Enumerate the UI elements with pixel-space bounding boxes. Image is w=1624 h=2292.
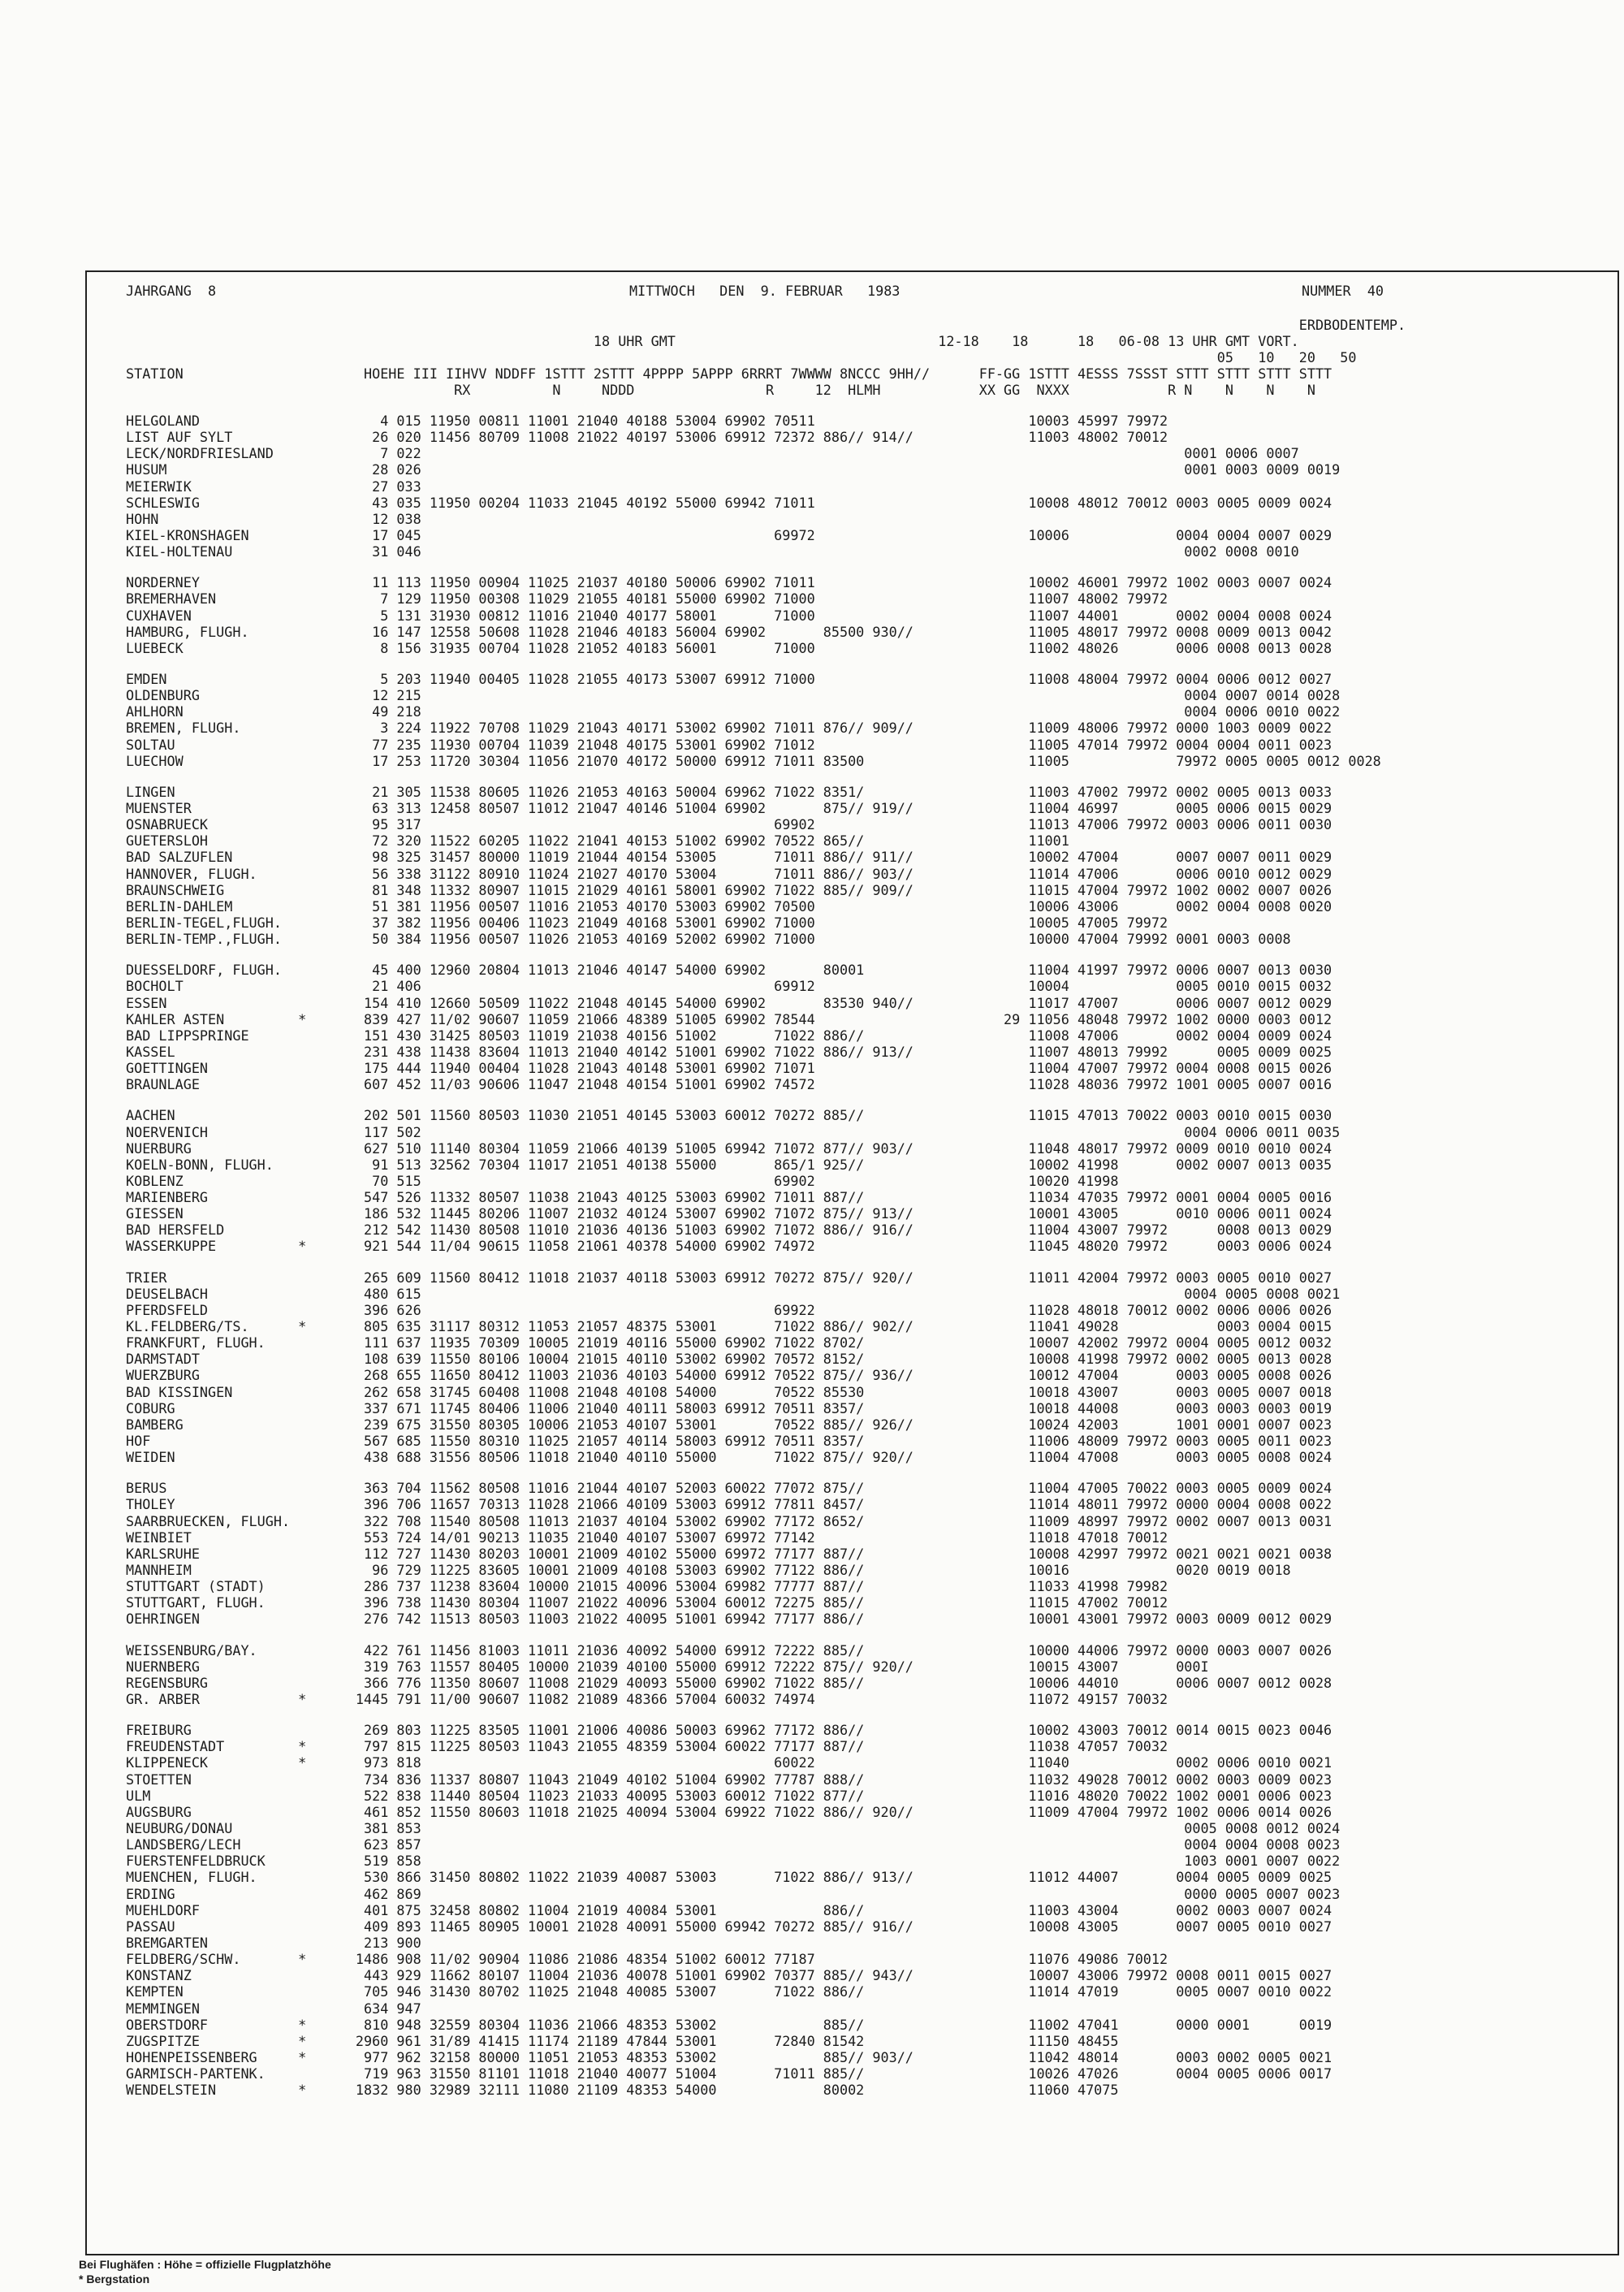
column-header-4: STATION HOEHE III IIHVV NDDFF 1STTT 2STTT 4PPPP 5APPP 6RRRT 7WWWW 8NCCC 9HH// FF-GG 1STTT 4ESSS 7SSST STTT STTT STTT STTT bbox=[126, 365, 1332, 382]
station-row: KIEL-HOLTENAU 31 046 0002 0008 0010 bbox=[126, 543, 1299, 560]
station-row: FELDBERG/SCHW. * 1486 908 11/02 90904 11086 21086 48354 51002 60012 77187 11076 49086 70012 bbox=[126, 1951, 1168, 1967]
station-row: STUTTGART, FLUGH. 396 738 11430 80304 11007 21022 40096 53004 60012 72275 885// 11015 47002 70012 bbox=[126, 1594, 1168, 1611]
station-row: SAARBRUECKEN, FLUGH. 322 708 11540 80508 11013 21037 40104 53002 69902 77172 8652/ 11009 48997 79972 0002 0007 0013 0031 bbox=[126, 1512, 1332, 1529]
station-row: BAMBERG 239 675 31550 80305 10006 21053 40107 53001 70522 885// 926// 10024 42003 1001 0001 0007 0023 bbox=[126, 1416, 1332, 1433]
station-row: BREMERHAVEN 7 129 11950 00308 11029 21055 40181 55000 69902 71000 11007 48002 79972 bbox=[126, 590, 1168, 608]
station-row: HAMBURG, FLUGH. 16 147 12558 50608 11028 21046 40183 56004 69902 85500 930// 11005 48017 79972 0008 0009 0013 0042 bbox=[126, 623, 1332, 640]
station-row: KOBLENZ 70 515 69902 10020 41998 bbox=[126, 1172, 1119, 1189]
station-row: KOELN-BONN, FLUGH. 91 513 32562 70304 11017 21051 40138 55000 865/1 925// 10002 41998 0002 0007 0013 0035 bbox=[126, 1156, 1332, 1173]
station-row: OBERSTDORF * 810 948 32559 80304 11036 21066 48353 53002 885// 11002 47041 0000 0001 0019 bbox=[126, 2016, 1332, 2033]
station-row: GUETERSLOH 72 320 11522 60205 11022 21041 40153 51002 69902 70522 865// 11001 bbox=[126, 832, 1069, 850]
station-row: HOF 567 685 11550 80310 11025 21057 40114 58003 69912 70511 8357/ 11006 48009 79972 0003 0005 0011 0023 bbox=[126, 1433, 1332, 1449]
station-row: CUXHAVEN 5 131 31930 00812 11016 21040 40177 58001 71000 11007 44001 0002 0004 0008 0024 bbox=[126, 607, 1332, 624]
station-row: GOETTINGEN 175 444 11940 00404 11028 21043 40148 53001 69902 71071 11004 47007 79972 0004 0008 0015 0026 bbox=[126, 1060, 1332, 1076]
station-row: HANNOVER, FLUGH. 56 338 31122 80910 11024 21027 40170 53004 71011 886// 903// 11014 47006 0006 0010 0012 0029 bbox=[126, 865, 1332, 882]
station-row: LUECHOW 17 253 11720 30304 11056 21070 40172 50000 69912 71011 83500 11005 79972 0005 0005 0012 0028 bbox=[126, 752, 1381, 769]
issue-date: MITTWOCH DEN 9. FEBRUAR 1983 bbox=[629, 283, 901, 299]
station-row: LINGEN 21 305 11538 80605 11026 21053 40163 50004 69962 71022 8351/ 11003 47002 79972 0002 0005 0013 0033 bbox=[126, 783, 1332, 800]
station-row: AHLHORN 49 218 0004 0006 0010 0022 bbox=[126, 703, 1341, 720]
station-row: MEMMINGEN 634 947 bbox=[126, 2000, 421, 2017]
station-row: NOERVENICH 117 502 0004 0006 0011 0035 bbox=[126, 1123, 1341, 1140]
station-row: NORDERNEY 11 113 11950 00904 11025 21037 40180 50006 69902 71011 10002 46001 79972 1002 0003 0007 0024 bbox=[126, 574, 1332, 591]
station-row: DARMSTADT 108 639 11550 80106 10004 21015 40110 53002 69902 70572 8152/ 10008 41998 79972 0002 0005 0013 0028 bbox=[126, 1351, 1332, 1368]
station-row: MUENCHEN, FLUGH. 530 866 31450 80802 11022 21039 40087 53003 71022 886// 913// 11012 44007 0004 0005 0009 0025 bbox=[126, 1869, 1332, 1886]
station-row: KIEL-KRONSHAGEN 17 045 69972 10006 0004 0004 0007 0029 bbox=[126, 527, 1332, 543]
station-row: SOLTAU 77 235 11930 00704 11039 21048 40175 53001 69902 71012 11005 47014 79972 0004 0004 0011 0023 bbox=[126, 736, 1332, 753]
station-row: FUERSTENFELDBRUCK 519 858 1003 0001 0007 0022 bbox=[126, 1853, 1341, 1870]
station-row: BERLIN-TEGEL,FLUGH. 37 382 11956 00406 11023 21049 40168 53001 69902 71000 10005 47005 79972 bbox=[126, 914, 1168, 931]
station-row: MANNHEIM 96 729 11225 83605 10001 21009 40108 53003 69902 77122 886// 10016 0020 0019 0018 bbox=[126, 1562, 1291, 1578]
station-row: BRAUNLAGE 607 452 11/03 90606 11047 21048 40154 51001 69902 74572 11028 48036 79972 1001 0005 0007 0016 bbox=[126, 1076, 1332, 1093]
station-row: MUEHLDORF 401 875 32458 80802 11004 21019 40084 53001 886// 11003 43004 0002 0003 0007 0024 bbox=[126, 1901, 1332, 1918]
station-row: EMDEN 5 203 11940 00405 11028 21055 40173 53007 69912 71000 11008 48004 79972 0004 0006 0012 0027 bbox=[126, 671, 1332, 687]
station-row: LUEBECK 8 156 31935 00704 11028 21052 40183 56001 71000 11002 48026 0006 0008 0013 0028 bbox=[126, 639, 1332, 656]
station-row: MUENSTER 63 313 12458 80507 11012 21047 40146 51004 69902 875// 919// 11004 46997 0005 0006 0015 0029 bbox=[126, 799, 1332, 816]
station-row: OEHRINGEN 276 742 11513 80503 11003 21022 40095 51001 69942 77177 886// 10001 43001 79972 0003 0009 0012 0029 bbox=[126, 1611, 1332, 1628]
station-row: KEMPTEN 705 946 31430 80702 11025 21048 40085 53007 71022 886// 11014 47019 0005 0007 0010 0022 bbox=[126, 1983, 1332, 2000]
jahrgang: JAHRGANG 8 bbox=[126, 283, 217, 299]
station-row: SCHLESWIG 43 035 11950 00204 11033 21045 40192 55000 69942 71011 10008 48012 70012 0003 0005 0009 0024 bbox=[126, 494, 1332, 511]
station-row: WEISSENBURG/BAY. 422 761 11456 81003 11011 21036 40092 54000 69912 72222 885// 10000 44006 79972 0000 0003 0007 0026 bbox=[126, 1641, 1332, 1658]
column-header-5: RX N NDDD R 12 HLMH XX GG NXXX R N N N N bbox=[126, 382, 1315, 398]
station-row: BAD HERSFELD 212 542 11430 80508 11010 21036 40136 51003 69902 71072 886// 916// 11004 43007 79972 0008 0013 0029 bbox=[126, 1222, 1332, 1239]
station-row: ERDING 462 869 0000 0005 0007 0023 bbox=[126, 1885, 1341, 1902]
station-row: TRIER 265 609 11560 80412 11018 21037 40118 53003 69912 70272 875// 920// 11011 42004 79972 0003 0005 0010 0027 bbox=[126, 1269, 1332, 1286]
column-header-2: 18 UHR GMT 12-18 18 18 06-08 13 UHR GMT VORT. bbox=[126, 333, 1299, 349]
station-row: FREUDENSTADT * 797 815 11225 80503 11043 21055 48359 53004 60022 77177 887// 11038 47057 70032 bbox=[126, 1738, 1168, 1755]
station-row: KARLSRUHE 112 727 11430 80203 10001 21009 40102 55000 69972 77177 887// 10008 42997 79972 0021 0021 0021 0038 bbox=[126, 1545, 1332, 1562]
station-row: OLDENBURG 12 215 0004 0007 0014 0028 bbox=[126, 687, 1341, 704]
station-row: BOCHOLT 21 406 69912 10004 0005 0010 0015 0032 bbox=[126, 978, 1332, 995]
station-row: AUGSBURG 461 852 11550 80603 11018 21025 40094 53004 69922 71022 886// 920// 11009 47004 79972 1002 0006 0014 0026 bbox=[126, 1803, 1332, 1820]
station-row: BERLIN-TEMP.,FLUGH. 50 384 11956 00507 11026 21053 40169 52002 69902 71000 10000 47004 79992 0001 0003 0008 bbox=[126, 931, 1291, 948]
station-row: HOHN 12 038 bbox=[126, 510, 421, 527]
station-row: HOHENPEISSENBERG * 977 962 32158 80000 11051 21053 48353 53002 885// 903// 11042 48014 0003 0002 0005 0021 bbox=[126, 2048, 1332, 2065]
station-row: ULM 522 838 11440 80504 11023 21033 40095 53003 60012 71022 877// 11016 48020 70022 1002 0001 0006 0023 bbox=[126, 1787, 1332, 1804]
station-row: NEUBURG/DONAU 381 853 0005 0008 0012 0024 bbox=[126, 1819, 1341, 1836]
station-row: STUTTGART (STADT) 286 737 11238 83604 10000 21015 40096 53004 69982 77777 887// 11033 41998 79982 bbox=[126, 1578, 1168, 1595]
station-row: FREIBURG 269 803 11225 83505 11001 21006 40086 50003 69962 77172 886// 10002 43003 70012 0014 0015 0023 0046 bbox=[126, 1722, 1332, 1739]
station-row: NUERNBERG 319 763 11557 80405 10000 21039 40100 55000 69912 72222 875// 920// 10015 43007 000I bbox=[126, 1658, 1209, 1675]
station-row: LECK/NORDFRIESLAND 7 022 0001 0006 0007 bbox=[126, 445, 1299, 462]
station-row: MEIERWIK 27 033 bbox=[126, 478, 421, 495]
station-row: WEINBIET 553 724 14/01 90213 11035 21040 40107 53007 69972 77142 11018 47018 70012 bbox=[126, 1529, 1168, 1546]
station-row: BRAUNSCHWEIG 81 348 11332 80907 11015 21029 40161 58001 69902 71022 885// 909// 11015 47004 79972 1002 0002 0007 0026 bbox=[126, 881, 1332, 898]
station-row: KL.FELDBERG/TS. * 805 635 31117 80312 11053 21057 48375 53001 71022 886// 902// 11041 49028 0003 0004 0015 bbox=[126, 1318, 1332, 1334]
station-row: WEIDEN 438 688 31556 80506 11018 21040 40110 55000 71022 875// 920// 11004 47008 0003 0005 0008 0024 bbox=[126, 1449, 1332, 1466]
station-row: BERUS 363 704 11562 80508 11016 21044 40107 52003 60022 77072 875// 11004 47005 70022 0003 0005 0009 0024 bbox=[126, 1480, 1332, 1497]
station-row: NUERBURG 627 510 11140 80304 11059 21066 40139 51005 69942 71072 877// 903// 11048 48017 79972 0009 0010 0010 0024 bbox=[126, 1140, 1332, 1157]
station-row: HUSUM 28 026 0001 0003 0009 0019 bbox=[126, 461, 1341, 478]
station-row: BAD LIPPSPRINGE 151 430 31425 80503 11019 21038 40156 51002 71022 886// 11008 47006 0002 0004 0009 0024 bbox=[126, 1027, 1332, 1044]
station-row: BREMGARTEN 213 900 bbox=[126, 1934, 421, 1951]
footnote-airport-height: Bei Flughäfen : Höhe = offizielle Flugplatzhöhe bbox=[79, 2258, 331, 2271]
station-row: MARIENBERG 547 526 11332 80507 11038 21043 40125 53003 69902 71011 887// 11034 47035 79972 0001 0004 0005 0016 bbox=[126, 1189, 1332, 1205]
station-row: HELGOLAND 4 015 11950 00811 11001 21040 40188 53004 69902 70511 10003 45997 79972 bbox=[126, 413, 1168, 429]
station-row: REGENSBURG 366 776 11350 80607 11008 21029 40093 55000 69902 71022 885// 10006 44010 0006 0007 0012 0028 bbox=[126, 1674, 1332, 1691]
station-row: KONSTANZ 443 929 11662 80107 11004 21036 40078 51001 69902 70377 885// 943// 10007 43006 79972 0008 0011 0015 0027 bbox=[126, 1967, 1332, 1984]
station-row: GIESSEN 186 532 11445 80206 11007 21032 40124 53007 69902 71072 875// 913// 10001 43005 0010 0006 0011 0024 bbox=[126, 1205, 1332, 1222]
station-row: DEUSELBACH 480 615 0004 0005 0008 0021 bbox=[126, 1285, 1341, 1302]
station-row: COBURG 337 671 11745 80406 11006 21040 40111 58003 69912 70511 8357/ 10018 44008 0003 0003 0003 0019 bbox=[126, 1399, 1332, 1416]
station-row: FRANKFURT, FLUGH. 111 637 11935 70309 10005 21019 40116 55000 69902 71022 8702/ 10007 42002 79972 0004 0005 0012 0032 bbox=[126, 1334, 1332, 1351]
station-row: BREMEN, FLUGH. 3 224 11922 70708 11029 21043 40171 53002 69902 71011 876// 909// 11009 48006 79972 0000 1003 0009 0022 bbox=[126, 720, 1332, 737]
station-row: BAD SALZUFLEN 98 325 31457 80000 11019 21044 40154 53005 71011 886// 911// 10002 47004 0007 0007 0011 0029 bbox=[126, 849, 1332, 866]
issue-number: NUMMER 40 bbox=[1302, 283, 1384, 299]
station-row: WASSERKUPPE * 921 544 11/04 90615 11058 21061 40378 54000 69902 74972 11045 48020 79972 0003 0006 0024 bbox=[126, 1238, 1332, 1255]
column-header-1: ERDBODENTEMP. bbox=[126, 317, 1406, 333]
station-row: LIST AUF SYLT 26 020 11456 80709 11008 21022 40197 53006 69912 72372 886// 914// 11003 48002 70012 bbox=[126, 429, 1168, 446]
station-row: PFERDSFELD 396 626 69922 11028 48018 70012 0002 0006 0006 0026 bbox=[126, 1301, 1332, 1318]
station-row: ESSEN 154 410 12660 50509 11022 21048 40145 54000 69902 83530 940// 11017 47007 0006 0007 0012 0029 bbox=[126, 994, 1332, 1011]
station-row: BAD KISSINGEN 262 658 31745 60408 11008 21048 40108 54000 70522 85530 10018 43007 0003 0005 0007 0018 bbox=[126, 1383, 1332, 1400]
station-row: OSNABRUECK 95 317 69902 11013 47006 79972 0003 0006 0011 0030 bbox=[126, 816, 1332, 833]
station-row: BERLIN-DAHLEM 51 381 11956 00507 11016 21053 40170 53003 69902 70500 10006 43006 0002 0004 0008 0020 bbox=[126, 897, 1332, 915]
station-row: AACHEN 202 501 11560 80503 11030 21051 40145 53003 60012 70272 885// 11015 47013 70022 0003 0010 0015 0030 bbox=[126, 1107, 1332, 1124]
footnote-mountain-station: * Bergstation bbox=[79, 2273, 150, 2286]
station-row: LANDSBERG/LECH 623 857 0004 0004 0008 0023 bbox=[126, 1836, 1341, 1853]
station-row: PASSAU 409 893 11465 80905 10001 21028 40091 55000 69942 70272 885// 916// 10008 43005 0007 0005 0010 0027 bbox=[126, 1918, 1332, 1935]
station-row: WENDELSTEIN * 1832 980 32989 32111 11080 21109 48353 54000 80002 11060 47075 bbox=[126, 2082, 1119, 2099]
column-header-3: 05 10 20 50 bbox=[126, 349, 1357, 365]
station-row: WUERZBURG 268 655 11650 80412 11003 21036 40103 54000 69912 70522 875// 936// 10012 47004 0003 0005 0008 0026 bbox=[126, 1367, 1332, 1384]
station-row: GR. ARBER * 1445 791 11/00 90607 11082 21089 48366 57004 60032 74974 11072 49157 70032 bbox=[126, 1690, 1168, 1707]
station-row: KASSEL 231 438 11438 83604 11013 21040 40142 51001 69902 71022 886// 913// 11007 48013 79992 0005 0009 0025 bbox=[126, 1043, 1332, 1060]
station-row: THOLEY 396 706 11657 70313 11028 21066 40109 53003 69912 77811 8457/ 11014 48011 79972 0000 0004 0008 0022 bbox=[126, 1496, 1332, 1513]
station-row: GARMISCH-PARTENK. 719 963 31550 81101 11018 21040 40077 51004 71011 885// 10026 47026 0004 0005 0006 0017 bbox=[126, 2065, 1332, 2082]
station-row: DUESSELDORF, FLUGH. 45 400 12960 20804 11013 21046 40147 54000 69902 80001 11004 41997 79972 0006 0007 0013 0030 bbox=[126, 962, 1332, 979]
station-row: STOETTEN 734 836 11337 80807 11043 21049 40102 51004 69902 77787 888// 11032 49028 70012 0002 0003 0009 0023 bbox=[126, 1771, 1332, 1788]
station-row: KLIPPENECK * 973 818 60022 11040 0002 0006 0010 0021 bbox=[126, 1754, 1332, 1771]
station-row: ZUGSPITZE * 2960 961 31/89 41415 11174 21189 47844 53001 72840 81542 11150 48455 bbox=[126, 2032, 1119, 2049]
station-row: KAHLER ASTEN * 839 427 11/02 90607 11059 21066 48389 51005 69902 78544 29 11056 48048 79972 1002 0000 0003 0012 bbox=[126, 1010, 1332, 1027]
